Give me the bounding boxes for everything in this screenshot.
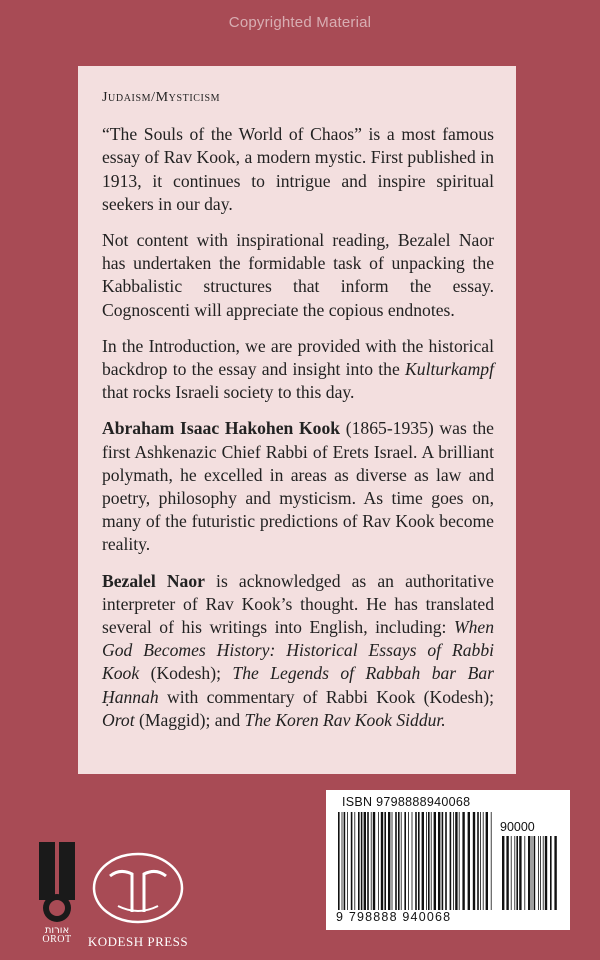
copyright-watermark: Copyrighted Material — [228, 14, 372, 31]
isbn-barcode-box — [326, 790, 570, 930]
blurb-paragraph-2 — [102, 229, 494, 322]
text-run: Abraham Isaac Hakohen Kook — [102, 418, 341, 439]
isbn-label: ISBN 9798888940068 — [342, 795, 471, 809]
kodesh-press-logo-icon — [88, 846, 188, 930]
text-run: (1865-1935) was the first Ashkenazic Chief Rabbi of Erets Israel. A brilliant polymath, he excelled in areas as diverse as law and poetry, philosophy and mysticism. As time goes on, many of the futuristic predictions of Rav Kook become reality. — [102, 418, 494, 555]
blurb-paragraph-3 — [102, 335, 494, 405]
text-run: is acknowledged as an authoritative interpreter of Rav Kook’s thought. He has translated several of his writings into English, including: — [102, 570, 494, 638]
orot-label: OROT — [42, 934, 72, 945]
orot-logo-icon — [36, 838, 78, 938]
text-run: When God Becomes History: Historical Essays of Rabbi Kook — [102, 617, 494, 684]
ean-digits: 9 798888 940068 — [336, 910, 452, 924]
text-run: The Legends of Rabbah bar Bar Ḥannah — [102, 663, 494, 707]
text-run: with commentary of Rabbi Kook (Kodesh); — [158, 686, 494, 707]
price-code: 90000 — [500, 820, 535, 834]
category-label: Judaism/Mysticism — [102, 90, 221, 105]
author-bio-paragraph — [102, 417, 494, 556]
text-run: Kulturkampf — [405, 359, 494, 380]
text-run: (Kodesh); — [139, 663, 233, 684]
kodesh-press-label: KODESH PRESS — [87, 934, 189, 949]
text-run: Orot — [102, 709, 135, 730]
blurb-paragraph-1 — [102, 123, 494, 216]
text-run: that rocks Israeli society to this day. — [102, 382, 355, 403]
text-run: “The Souls of the World of Chaos” is a most famous essay of Rav Kook, a modern mystic. First published in 1913, it continues to intrigue and inspire spiritual seekers in our day. — [102, 124, 494, 214]
text-run: (Maggid); and — [134, 709, 245, 730]
svg-text:אורות: אורות — [44, 925, 70, 936]
text-run: Not content with inspirational reading, Bezalel Naor has undertaken the formidable task of unpacking the Kabbalistic structures that inform the essay. Cognoscenti will appreciate the copious endnotes. — [102, 230, 494, 320]
text-run: In the Introduction, we are provided with the historical backdrop to the essay and insight into the — [102, 335, 494, 380]
translator-bio-paragraph — [102, 570, 494, 732]
text-run: Bezalel Naor — [102, 570, 205, 591]
blurb-panel — [78, 66, 516, 774]
ean13-barcode — [338, 812, 494, 910]
price-addon-barcode — [502, 836, 558, 910]
text-run: The Koren Rav Kook Siddur. — [244, 709, 446, 730]
